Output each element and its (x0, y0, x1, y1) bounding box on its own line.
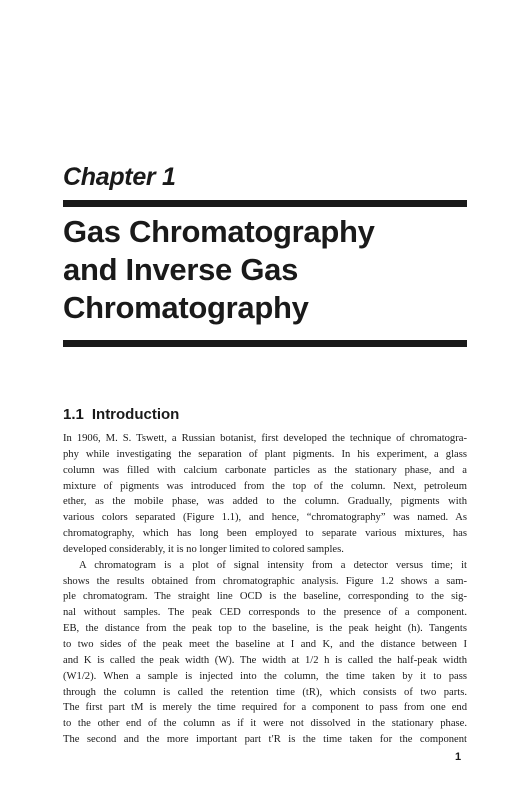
body-line: EB, the distance from the peak top to the baseline, is the peak height (h). Tangents (63, 623, 467, 635)
body-line: column was filled with calcium carbonate particles as the stationary phase, and a (63, 464, 467, 476)
body-line: ple chromatogram. The straight line OCD is the baseline, corresponding to the sig- (63, 591, 467, 603)
body-text (63, 431, 467, 748)
body-line: to two sides of the peak meet the baseline at I and K, and the distance between I (63, 638, 467, 650)
section-number: 1.1 (63, 406, 84, 423)
chapter-label: Chapter 1 (63, 163, 176, 191)
page-number: 1 (455, 751, 462, 763)
body-line: through the column is called the retention time (tR), which consists of two parts. (63, 686, 467, 698)
chapter-title (63, 213, 467, 327)
body-line: (W1/2). When a sample is injected into the column, the time taken by it to pass (63, 670, 467, 682)
body-line: shows the results obtained from chromatographic analysis. Figure 1.2 shows a sam- (63, 575, 467, 587)
body-line: phy while investigating the separation of plant pigments. In his experiment, a glass (63, 448, 467, 460)
section-title: Introduction (91, 406, 180, 423)
body-line: In 1906, M. S. Tswett, a Russian botanist, first developed the technique of chromatogra- (63, 433, 467, 444)
body-line: mixture of pigments was introduced from the top of the column. Next, petroleum (63, 480, 467, 492)
body-line: nal without samples. The peak CED corresponds to the presence of a component. (63, 607, 467, 619)
body-line: to the other end of the column as if it were not dissolved in the stationary phase. (63, 718, 467, 730)
body-line: The first part tM is merely the time required for a component to pass from one end (63, 702, 467, 714)
body-line: and K is called the peak width (W). The width at 1/2 h is called the half-peak width (63, 654, 467, 666)
chapter-title-line: and Inverse Gas (63, 252, 299, 287)
chapter-title-line: Chromatography (63, 290, 309, 325)
chapter-rule-bottom (63, 340, 467, 347)
body-line: A chromatogram is a plot of signal intensity from a detector versus time; it (79, 559, 467, 571)
body-line: various colors separated (Figure 1.1), and hence, “chromatography” was named. As (63, 512, 467, 524)
section-heading (63, 406, 179, 423)
body-line: chromatography, which has long been employed to separate various mixtures, has (63, 528, 467, 540)
body-line: ether, as the mobile phase, was added to the column. Gradually, pigments with (63, 496, 467, 508)
chapter-rule-top (63, 200, 467, 207)
body-line: developed considerably, it is no longer limited to colored samples. (63, 543, 344, 555)
body-line: The second and the more important part t′R is the time taken for the component (63, 734, 467, 746)
chapter-title-line: Gas Chromatography (63, 214, 375, 249)
